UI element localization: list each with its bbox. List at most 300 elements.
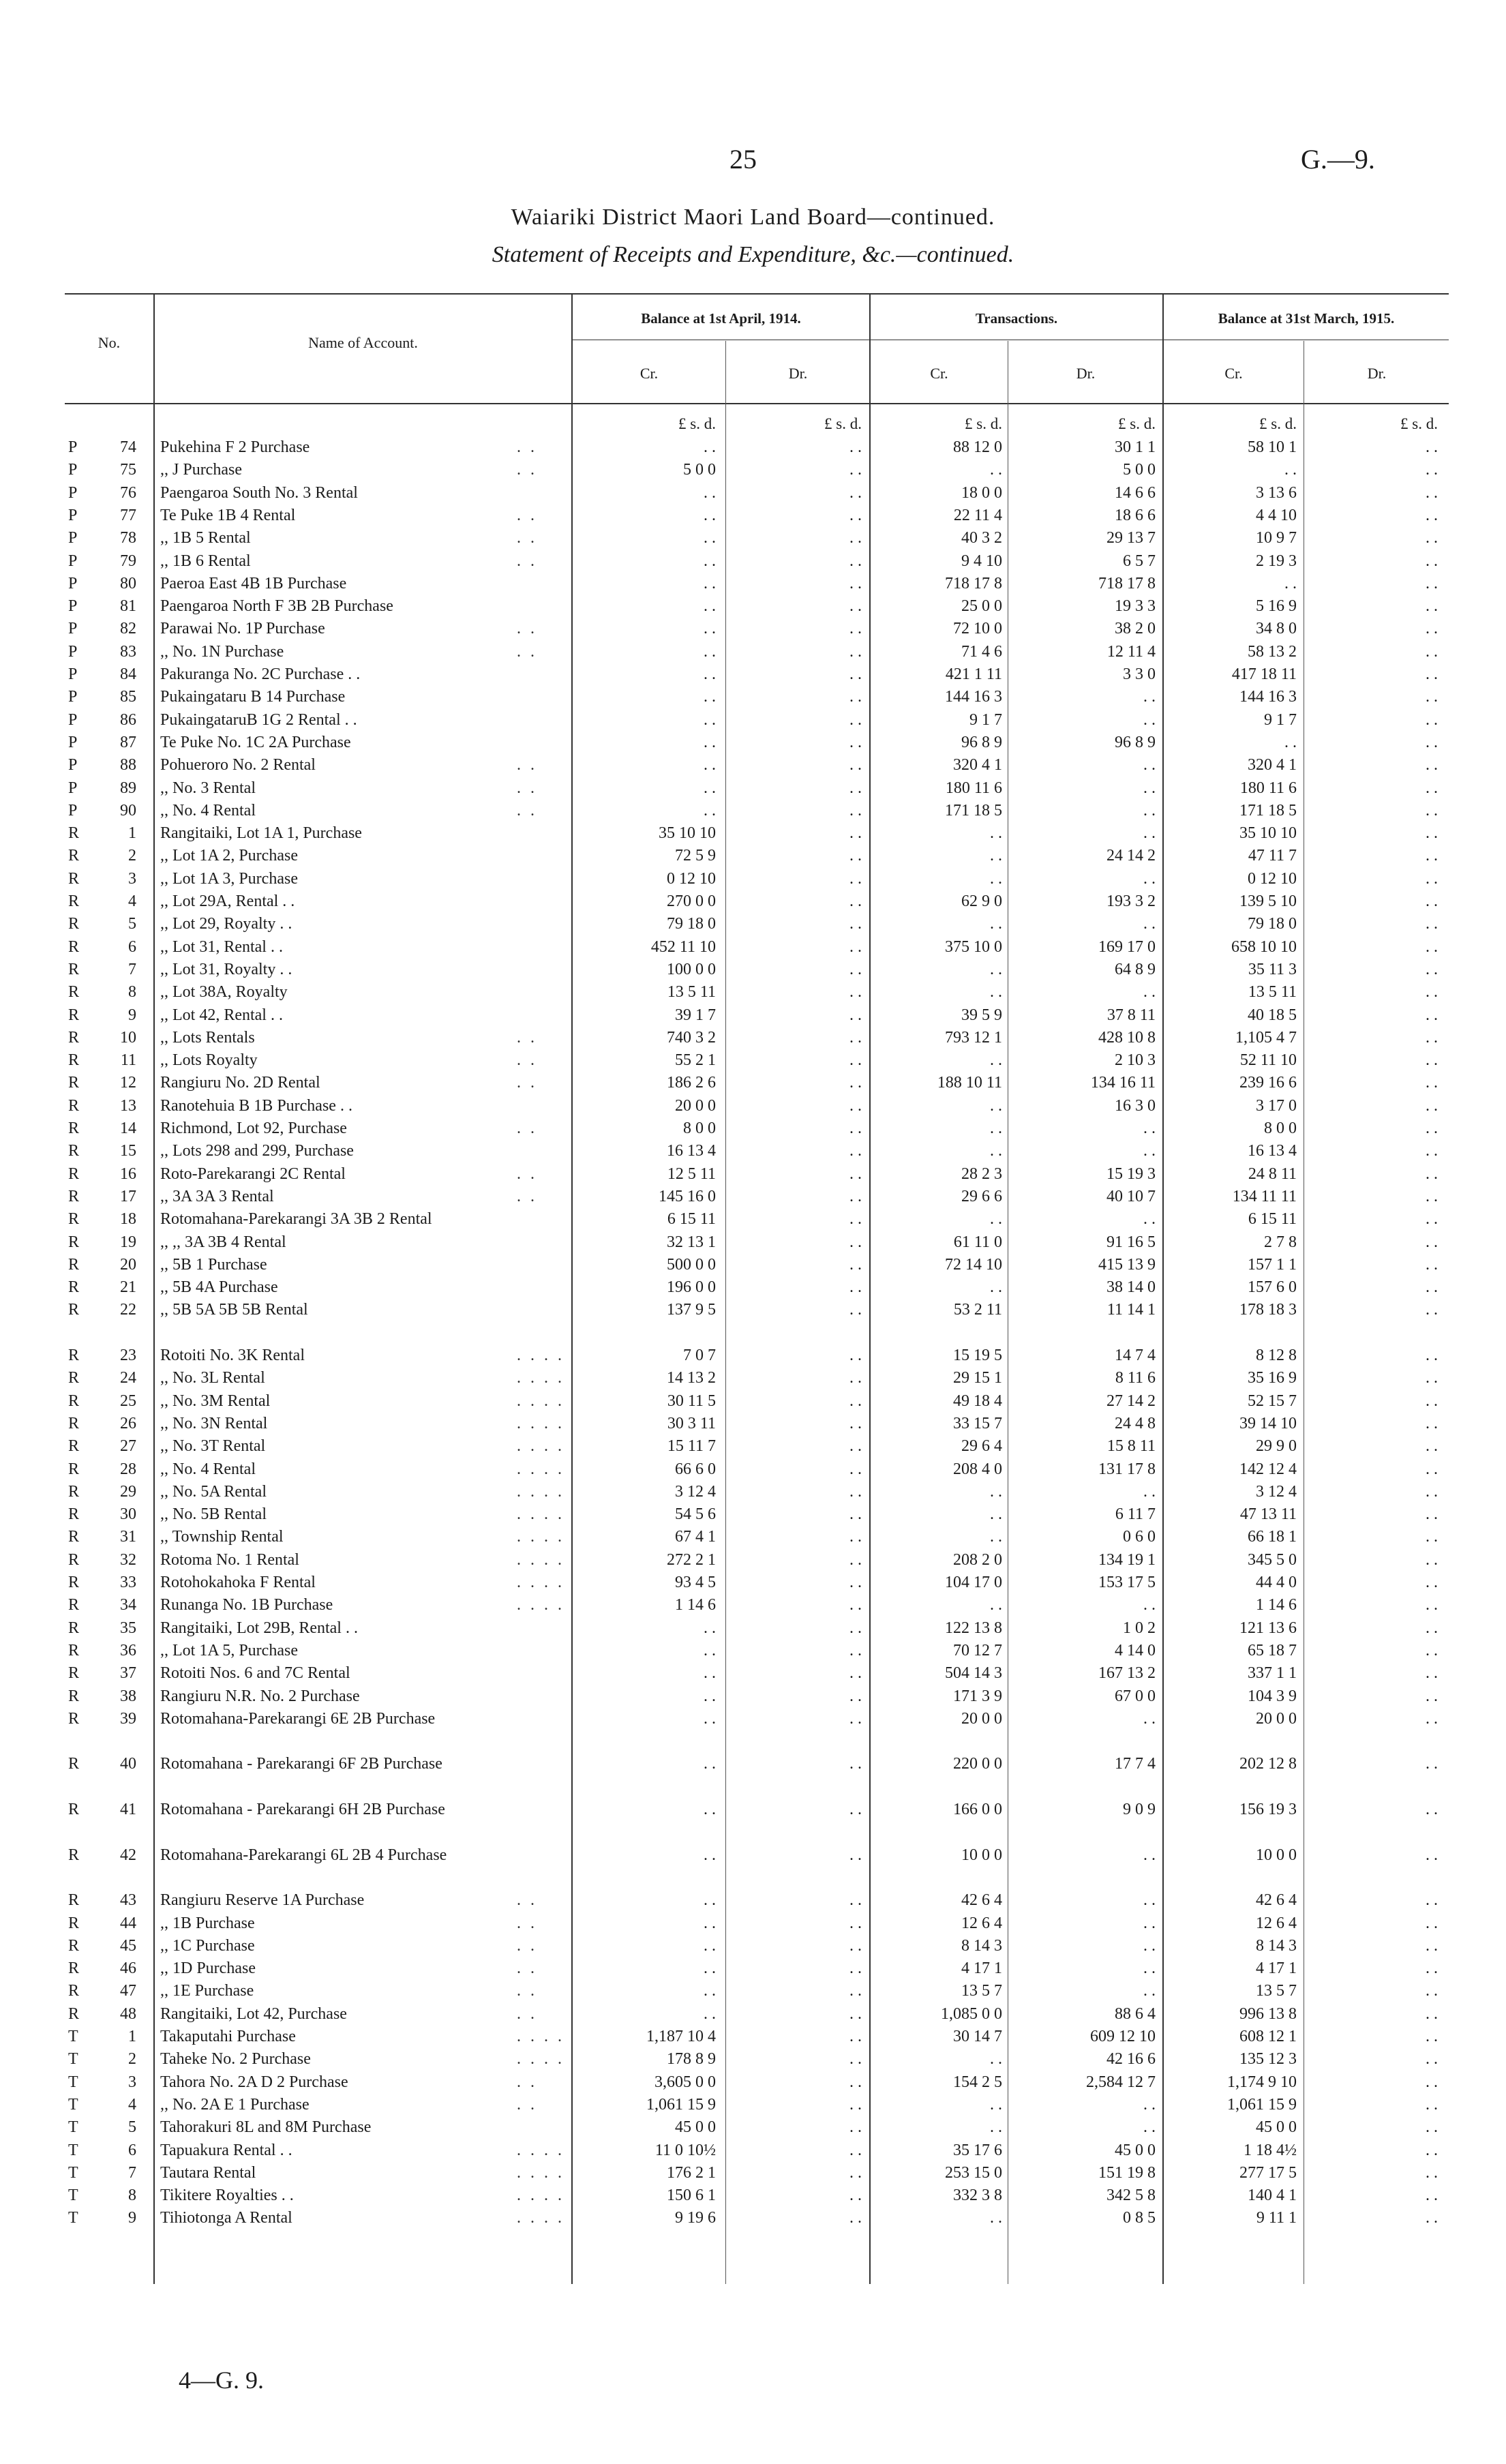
balance-1915-dr: . .: [1426, 574, 1438, 592]
balance-1914-dr: . .: [849, 1550, 862, 1569]
balance-1914-cr: . .: [704, 1891, 716, 1910]
leader-dots: . . . .: [517, 1596, 564, 1614]
balance-1915-cr: 277 17 5: [1239, 2163, 1297, 2182]
balance-1915-cr: 35 11 3: [1248, 960, 1297, 978]
balance-1915-dr: . .: [1426, 915, 1438, 933]
unit-t-cr: £ s. d.: [965, 415, 1002, 432]
account-name: ,, 1B Purchase: [160, 1914, 255, 1932]
transactions-dr: 67 0 0: [1115, 1687, 1156, 1705]
balance-1914-cr: . .: [704, 779, 716, 797]
account-name: Rangitaiki, Lot 29B, Rental . .: [160, 1619, 358, 1637]
balance-1915-dr: . .: [1426, 2187, 1438, 2205]
account-name: ,, No. 3 Rental: [160, 779, 256, 797]
balance-1915-cr: 66 18 1: [1248, 1528, 1297, 1546]
balance-1915-cr: 4 4 10: [1256, 506, 1297, 524]
balance-1914-dr: . .: [849, 710, 862, 729]
balance-1914-cr: . .: [704, 710, 716, 729]
balance-1914-cr: 196 0 0: [667, 1278, 716, 1297]
page-number: 25: [729, 144, 757, 175]
row-number: 82: [120, 620, 136, 638]
row-prefix: P: [68, 483, 78, 502]
balance-1915-dr: . .: [1426, 1891, 1438, 1910]
row-number: 18: [120, 1210, 136, 1229]
transactions-dr: 24 14 2: [1106, 847, 1156, 865]
leader-dots: [517, 686, 570, 708]
balance-1914-cr: 30 11 5: [667, 1392, 716, 1410]
account-name: ,, No. 3M Rental: [160, 1392, 271, 1410]
leader-dots: . . . .: [517, 2050, 564, 2069]
transactions-cr: 33 15 7: [953, 1414, 1002, 1432]
transactions-cr: 320 4 1: [953, 756, 1002, 775]
balance-1914-cr: 39 1 7: [675, 1006, 716, 1024]
transactions-dr: . .: [1143, 1709, 1156, 1728]
balance-1915-dr: . .: [1426, 1437, 1438, 1456]
transactions-cr: 12 6 4: [961, 1914, 1002, 1932]
row-prefix: R: [68, 1096, 80, 1115]
transactions-cr: . .: [990, 983, 1002, 1002]
transactions-cr: . .: [990, 1210, 1002, 1229]
balance-1914-dr: . .: [849, 1460, 862, 1478]
balance-1914-dr: . .: [849, 1301, 862, 1319]
balance-1914-dr: . .: [849, 733, 862, 751]
balance-1915-dr: . .: [1426, 1369, 1438, 1387]
balance-1914-cr: . .: [704, 1641, 716, 1659]
transactions-dr: 153 17 5: [1098, 1574, 1156, 1591]
balance-1914-dr: . .: [849, 1891, 862, 1910]
row-number: 38: [120, 1687, 136, 1705]
row-prefix: R: [68, 1142, 80, 1160]
balance-1915-cr: . .: [1284, 461, 1297, 479]
balance-1914-dr: . .: [849, 1528, 862, 1546]
transactions-cr: . .: [990, 461, 1002, 479]
row-number: 20: [120, 1255, 136, 1274]
transactions-dr: 2 10 3: [1115, 1051, 1156, 1070]
row-number: 37: [120, 1664, 136, 1683]
transactions-cr: 180 11 6: [945, 779, 1002, 797]
transactions-dr: 38 14 0: [1106, 1278, 1156, 1297]
balance-1914-dr: . .: [849, 642, 862, 661]
transactions-cr: . .: [990, 869, 1002, 888]
leader-dots: [517, 1685, 570, 1708]
header-b-dr: Dr.: [788, 365, 808, 382]
balance-1915-dr: . .: [1426, 2004, 1438, 2023]
row-number: 78: [120, 529, 136, 547]
transactions-dr: 1 0 2: [1123, 1619, 1156, 1637]
balance-1915-dr: . .: [1426, 461, 1438, 479]
balance-1915-dr: . .: [1426, 1914, 1438, 1932]
row-prefix: R: [68, 1982, 80, 2000]
transactions-cr: 40 3 2: [961, 529, 1002, 547]
balance-1914-cr: . .: [704, 688, 716, 706]
transactions-cr: . .: [990, 1142, 1002, 1160]
row-prefix: T: [68, 2073, 78, 2091]
row-number: 84: [120, 665, 136, 683]
account-name: ,, No. 1N Purchase: [160, 642, 284, 661]
leader-dots: [517, 868, 570, 890]
balance-1915-cr: 180 11 6: [1239, 779, 1297, 797]
page-footer: 4—G. 9.: [179, 2367, 264, 2394]
leader-dots: [517, 1095, 570, 1117]
balance-1915-cr: 58 13 2: [1248, 642, 1297, 661]
balance-1914-cr: 100 0 0: [667, 960, 716, 978]
header-b-cr: Cr.: [639, 365, 659, 382]
balance-1915-dr: . .: [1426, 1709, 1438, 1728]
transactions-cr: 154 2 5: [953, 2073, 1002, 2091]
account-name: Te Puke 1B 4 Rental: [160, 506, 296, 524]
row-number: 9: [128, 1006, 136, 1024]
balance-1914-dr: . .: [849, 1210, 862, 1229]
balance-1914-dr: . .: [849, 597, 862, 616]
balance-1915-cr: 239 16 6: [1239, 1074, 1297, 1092]
leader-dots: . . . .: [517, 2028, 564, 2045]
row-prefix: T: [68, 2118, 78, 2137]
transactions-dr: . .: [1143, 869, 1156, 888]
balance-1915-cr: 1 14 6: [1256, 1596, 1297, 1614]
balance-1915-dr: . .: [1426, 1936, 1438, 1955]
row-prefix: R: [68, 1278, 80, 1297]
leader-dots: . . . .: [517, 2187, 564, 2205]
row-number: 89: [120, 779, 136, 797]
row-prefix: P: [68, 733, 78, 751]
balance-1914-dr: . .: [849, 1414, 862, 1432]
transactions-cr: 188 10 11: [937, 1074, 1002, 1092]
balance-1914-cr: . .: [704, 529, 716, 547]
header-t-dr: Dr.: [1076, 365, 1096, 382]
balance-1914-cr: 0 12 10: [667, 869, 716, 888]
transactions-cr: 72 14 10: [945, 1255, 1002, 1274]
row-number: 27: [120, 1437, 136, 1456]
balance-1915-dr: . .: [1426, 1028, 1438, 1047]
transactions-cr: 718 17 8: [945, 574, 1002, 592]
balance-1914-cr: . .: [704, 733, 716, 751]
transactions-cr: . .: [990, 1596, 1002, 1614]
leader-dots: [517, 573, 570, 595]
account-name: PukaingataruB 1G 2 Rental . .: [160, 710, 357, 729]
balance-1915-cr: 658 10 10: [1231, 937, 1297, 956]
account-name: Rangitaiki, Lot 42, Purchase: [160, 2004, 347, 2023]
transactions-dr: . .: [1143, 2095, 1156, 2114]
balance-1914-cr: . .: [704, 620, 716, 638]
leader-dots: . . . .: [517, 2209, 564, 2227]
row-prefix: R: [68, 1528, 80, 1546]
row-prefix: T: [68, 2187, 78, 2205]
row-number: 74: [120, 438, 136, 456]
balance-1915-cr: 58 10 1: [1248, 438, 1297, 456]
account-name: Rotomahana - Parekarangi 6H 2B Purchase: [160, 1801, 445, 1818]
balance-1914-cr: 20 0 0: [675, 1096, 716, 1115]
balance-1914-cr: 272 2 1: [667, 1550, 716, 1569]
balance-1915-cr: 2 19 3: [1256, 552, 1297, 570]
row-prefix: T: [68, 2095, 78, 2114]
account-name: ,, 1B 6 Rental: [160, 552, 251, 570]
balance-1915-cr: 40 18 5: [1248, 1006, 1297, 1024]
balance-1914-cr: 72 5 9: [675, 847, 716, 865]
balance-1915-dr: . .: [1426, 2028, 1438, 2045]
row-number: 41: [120, 1801, 136, 1818]
transactions-cr: 61 11 0: [953, 1233, 1002, 1251]
balance-1914-dr: . .: [849, 1233, 862, 1251]
balance-1915-dr: . .: [1426, 779, 1438, 797]
balance-1914-dr: . .: [849, 1482, 862, 1501]
row-prefix: R: [68, 1051, 80, 1070]
transactions-dr: 14 6 6: [1115, 483, 1156, 502]
page-subtitle: Statement of Receipts and Expenditure, &c.—continued.: [492, 242, 1014, 267]
unit-b-dr: £ s. d.: [824, 415, 862, 432]
balance-1914-dr: . .: [849, 1437, 862, 1456]
balance-1914-dr: . .: [849, 552, 862, 570]
row-number: 90: [120, 801, 136, 820]
account-name: ,, 1C Purchase: [160, 1936, 255, 1955]
row-number: 81: [120, 597, 136, 616]
balance-1914-dr: . .: [849, 483, 862, 502]
transactions-cr: . .: [990, 1505, 1002, 1524]
transactions-dr: . .: [1143, 2118, 1156, 2137]
balance-1915-cr: 1,174 9 10: [1227, 2073, 1297, 2091]
account-name: Paengaroa South No. 3 Rental: [160, 483, 358, 502]
header-balance-1915: Balance at 31st March, 1915.: [1218, 310, 1395, 327]
transactions-dr: . .: [1143, 779, 1156, 797]
row-prefix: R: [68, 915, 80, 933]
leader-dots: . .: [517, 2073, 537, 2091]
account-name: Takaputahi Purchase: [160, 2028, 296, 2045]
balance-1915-dr: . .: [1426, 642, 1438, 661]
account-name: Rotoiti No. 3K Rental: [160, 1347, 305, 1364]
row-number: 19: [120, 1233, 136, 1251]
balance-1915-cr: 12 6 4: [1256, 1914, 1297, 1932]
balance-1914-cr: 93 4 5: [675, 1574, 716, 1591]
leader-dots: [517, 1254, 570, 1276]
leader-dots: [517, 1640, 570, 1662]
balance-1915-cr: 44 4 0: [1256, 1574, 1297, 1591]
row-prefix: R: [68, 1301, 80, 1319]
row-prefix: R: [68, 1846, 80, 1864]
leader-dots: [517, 1662, 570, 1685]
leader-dots: [517, 1617, 570, 1640]
leader-dots: [517, 663, 570, 686]
row-number: 48: [120, 2004, 136, 2023]
transactions-cr: 421 1 11: [945, 665, 1002, 683]
row-prefix: R: [68, 1210, 80, 1229]
account-name: ,, Lots Royalty: [160, 1051, 258, 1070]
leader-dots: . .: [517, 1165, 537, 1183]
balance-1914-dr: . .: [849, 937, 862, 956]
transactions-dr: 609 12 10: [1090, 2028, 1156, 2045]
balance-1915-dr: . .: [1426, 1801, 1438, 1818]
transactions-dr: 14 7 4: [1115, 1347, 1156, 1364]
transactions-dr: 37 8 11: [1106, 1006, 1156, 1024]
row-number: 26: [120, 1414, 136, 1432]
transactions-dr: 193 3 2: [1106, 892, 1156, 910]
balance-1915-cr: 135 12 3: [1239, 2050, 1297, 2069]
transactions-cr: 18 0 0: [961, 483, 1002, 502]
balance-1914-dr: . .: [849, 2163, 862, 2182]
balance-1915-cr: 13 5 7: [1256, 1982, 1297, 2000]
row-prefix: R: [68, 1414, 80, 1432]
transactions-cr: 25 0 0: [961, 597, 1002, 616]
row-number: 14: [120, 1120, 136, 1137]
balance-1914-dr: . .: [849, 1914, 862, 1932]
leader-dots: [517, 981, 570, 1004]
transactions-dr: 16 3 0: [1115, 1096, 1156, 1115]
balance-1914-dr: . .: [849, 1505, 862, 1524]
balance-1914-dr: . .: [849, 1959, 862, 1978]
balance-1915-dr: . .: [1426, 1846, 1438, 1864]
row-number: 5: [128, 915, 136, 933]
row-prefix: P: [68, 665, 78, 683]
transactions-dr: 24 4 8: [1115, 1414, 1156, 1432]
row-number: 1: [128, 2028, 136, 2045]
account-name: Rotoma No. 1 Rental: [160, 1550, 299, 1569]
row-prefix: R: [68, 1755, 80, 1773]
account-name: Pohueroro No. 2 Rental: [160, 756, 316, 775]
balance-1914-dr: . .: [849, 1982, 862, 2000]
table-top-rule: [65, 293, 1449, 295]
account-name: ,, Lot 38A, Royalty: [160, 983, 288, 1002]
leader-dots: [517, 1708, 570, 1730]
transactions-dr: . .: [1143, 710, 1156, 729]
leader-dots: . .: [517, 642, 537, 661]
balance-1915-dr: . .: [1426, 1278, 1438, 1297]
balance-1915-cr: 134 11 11: [1232, 1187, 1297, 1205]
row-number: 85: [120, 688, 136, 706]
row-prefix: R: [68, 983, 80, 1002]
leader-dots: [517, 1004, 570, 1027]
balance-1914-dr: . .: [849, 869, 862, 888]
transactions-cr: . .: [990, 2095, 1002, 2114]
transactions-dr: 11 14 1: [1106, 1301, 1156, 1319]
balance-1915-cr: 65 18 7: [1248, 1641, 1297, 1659]
balance-1915-cr: 8 12 8: [1256, 1347, 1297, 1364]
leader-dots: . .: [517, 506, 537, 524]
account-name: Rangiuru N.R. No. 2 Purchase: [160, 1687, 360, 1705]
leader-dots: . .: [517, 1074, 537, 1092]
balance-1915-cr: 8 14 3: [1256, 1936, 1297, 1955]
balance-1914-dr: . .: [849, 2073, 862, 2091]
row-prefix: R: [68, 1255, 80, 1274]
row-prefix: R: [68, 1074, 80, 1092]
balance-1915-cr: 3 12 4: [1256, 1482, 1297, 1501]
transactions-cr: . .: [990, 1120, 1002, 1137]
balance-1915-dr: . .: [1426, 1301, 1438, 1319]
row-prefix: R: [68, 1369, 80, 1387]
balance-1914-cr: 32 13 1: [667, 1233, 716, 1251]
balance-1914-dr: . .: [849, 1096, 862, 1115]
balance-1914-cr: . .: [704, 1755, 716, 1773]
transactions-dr: . .: [1143, 1936, 1156, 1955]
row-number: 28: [120, 1460, 136, 1478]
balance-1914-cr: 16 13 4: [667, 1142, 716, 1160]
document-code: G.—9.: [1301, 144, 1375, 175]
transactions-dr: 151 19 8: [1098, 2163, 1156, 2182]
balance-1914-dr: . .: [849, 824, 862, 843]
balance-1915-cr: . .: [1284, 733, 1297, 751]
transactions-cr: 4 17 1: [961, 1959, 1002, 1978]
transactions-cr: 30 14 7: [953, 2028, 1002, 2045]
transactions-dr: 415 13 9: [1098, 1255, 1156, 1274]
transactions-cr: . .: [990, 2050, 1002, 2069]
balance-1914-cr: 3,605 0 0: [654, 2073, 716, 2091]
transactions-cr: 49 18 4: [953, 1392, 1002, 1410]
row-number: 80: [120, 574, 136, 592]
balance-1914-dr: . .: [849, 1369, 862, 1387]
row-prefix: P: [68, 688, 78, 706]
account-name: ,, Lot 31, Rental . .: [160, 937, 283, 956]
row-prefix: P: [68, 506, 78, 524]
transactions-cr: 15 19 5: [953, 1347, 1002, 1364]
balance-1914-cr: 30 3 11: [667, 1414, 716, 1432]
transactions-dr: 38 2 0: [1115, 620, 1156, 638]
transactions-dr: . .: [1143, 1982, 1156, 2000]
transactions-cr: 8 14 3: [961, 1936, 1002, 1955]
balance-1915-dr: . .: [1426, 506, 1438, 524]
balance-1914-cr: 66 6 0: [675, 1460, 716, 1478]
row-prefix: R: [68, 1914, 80, 1932]
header-balance-1914: Balance at 1st April, 1914.: [641, 310, 801, 327]
row-number: 29: [120, 1482, 136, 1501]
row-prefix: P: [68, 461, 78, 479]
balance-1914-cr: . .: [704, 1687, 716, 1705]
leader-dots: . . . .: [517, 1347, 564, 1364]
balance-1914-cr: 6 15 11: [667, 1210, 716, 1229]
transactions-dr: 428 10 8: [1098, 1028, 1156, 1047]
transactions-dr: 2,584 12 7: [1086, 2073, 1156, 2091]
transactions-cr: 53 2 11: [953, 1301, 1002, 1319]
transactions-dr: 40 10 7: [1106, 1187, 1156, 1205]
balance-1915-cr: 10 9 7: [1256, 529, 1297, 547]
row-prefix: R: [68, 1187, 80, 1205]
transactions-dr: 0 8 5: [1123, 2209, 1156, 2227]
unit-e-cr: £ s. d.: [1259, 415, 1297, 432]
transactions-dr: 12 11 4: [1106, 642, 1156, 661]
account-name: Rotoiti Nos. 6 and 7C Rental: [160, 1664, 350, 1683]
transactions-dr: 8 11 6: [1115, 1369, 1156, 1387]
row-prefix: P: [68, 597, 78, 616]
balance-1914-cr: 1 14 6: [675, 1596, 716, 1614]
leader-dots: [517, 845, 570, 867]
transactions-cr: 208 2 0: [953, 1550, 1002, 1569]
balance-1914-cr: . .: [704, 597, 716, 616]
balance-1914-dr: . .: [849, 461, 862, 479]
row-prefix: P: [68, 620, 78, 638]
balance-1915-cr: 202 12 8: [1239, 1755, 1297, 1773]
transactions-cr: 29 6 6: [961, 1187, 1002, 1205]
page-title: Waiariki District Maori Land Board—continued.: [511, 205, 995, 230]
balance-1915-cr: 13 5 11: [1248, 983, 1297, 1002]
row-prefix: R: [68, 1801, 80, 1818]
header-no: No.: [97, 334, 121, 351]
row-number: 8: [128, 983, 136, 1002]
balance-1914-cr: 1,187 10 4: [646, 2028, 716, 2045]
balance-1915-dr: . .: [1426, 1414, 1438, 1432]
leader-dots: . .: [517, 756, 537, 775]
leader-dots: . . . .: [517, 1574, 564, 1591]
balance-1914-cr: 13 5 11: [667, 983, 716, 1002]
account-name: ,, Lot 29A, Rental . .: [160, 892, 295, 910]
balance-1914-cr: . .: [704, 801, 716, 820]
balance-1914-dr: . .: [849, 1619, 862, 1637]
balance-1915-cr: 10 0 0: [1256, 1846, 1297, 1864]
balance-1915-dr: . .: [1426, 1096, 1438, 1115]
leader-dots: . .: [517, 1891, 537, 1910]
leader-dots: [517, 1208, 570, 1231]
balance-1915-dr: . .: [1426, 2209, 1438, 2227]
balance-1914-dr: . .: [849, 847, 862, 865]
balance-1915-cr: 4 17 1: [1256, 1959, 1297, 1978]
leader-dots: [517, 732, 570, 754]
balance-1915-cr: 42 6 4: [1256, 1891, 1297, 1910]
balance-1914-cr: 11 0 10½: [654, 2141, 716, 2159]
leader-dots: . .: [517, 438, 537, 456]
